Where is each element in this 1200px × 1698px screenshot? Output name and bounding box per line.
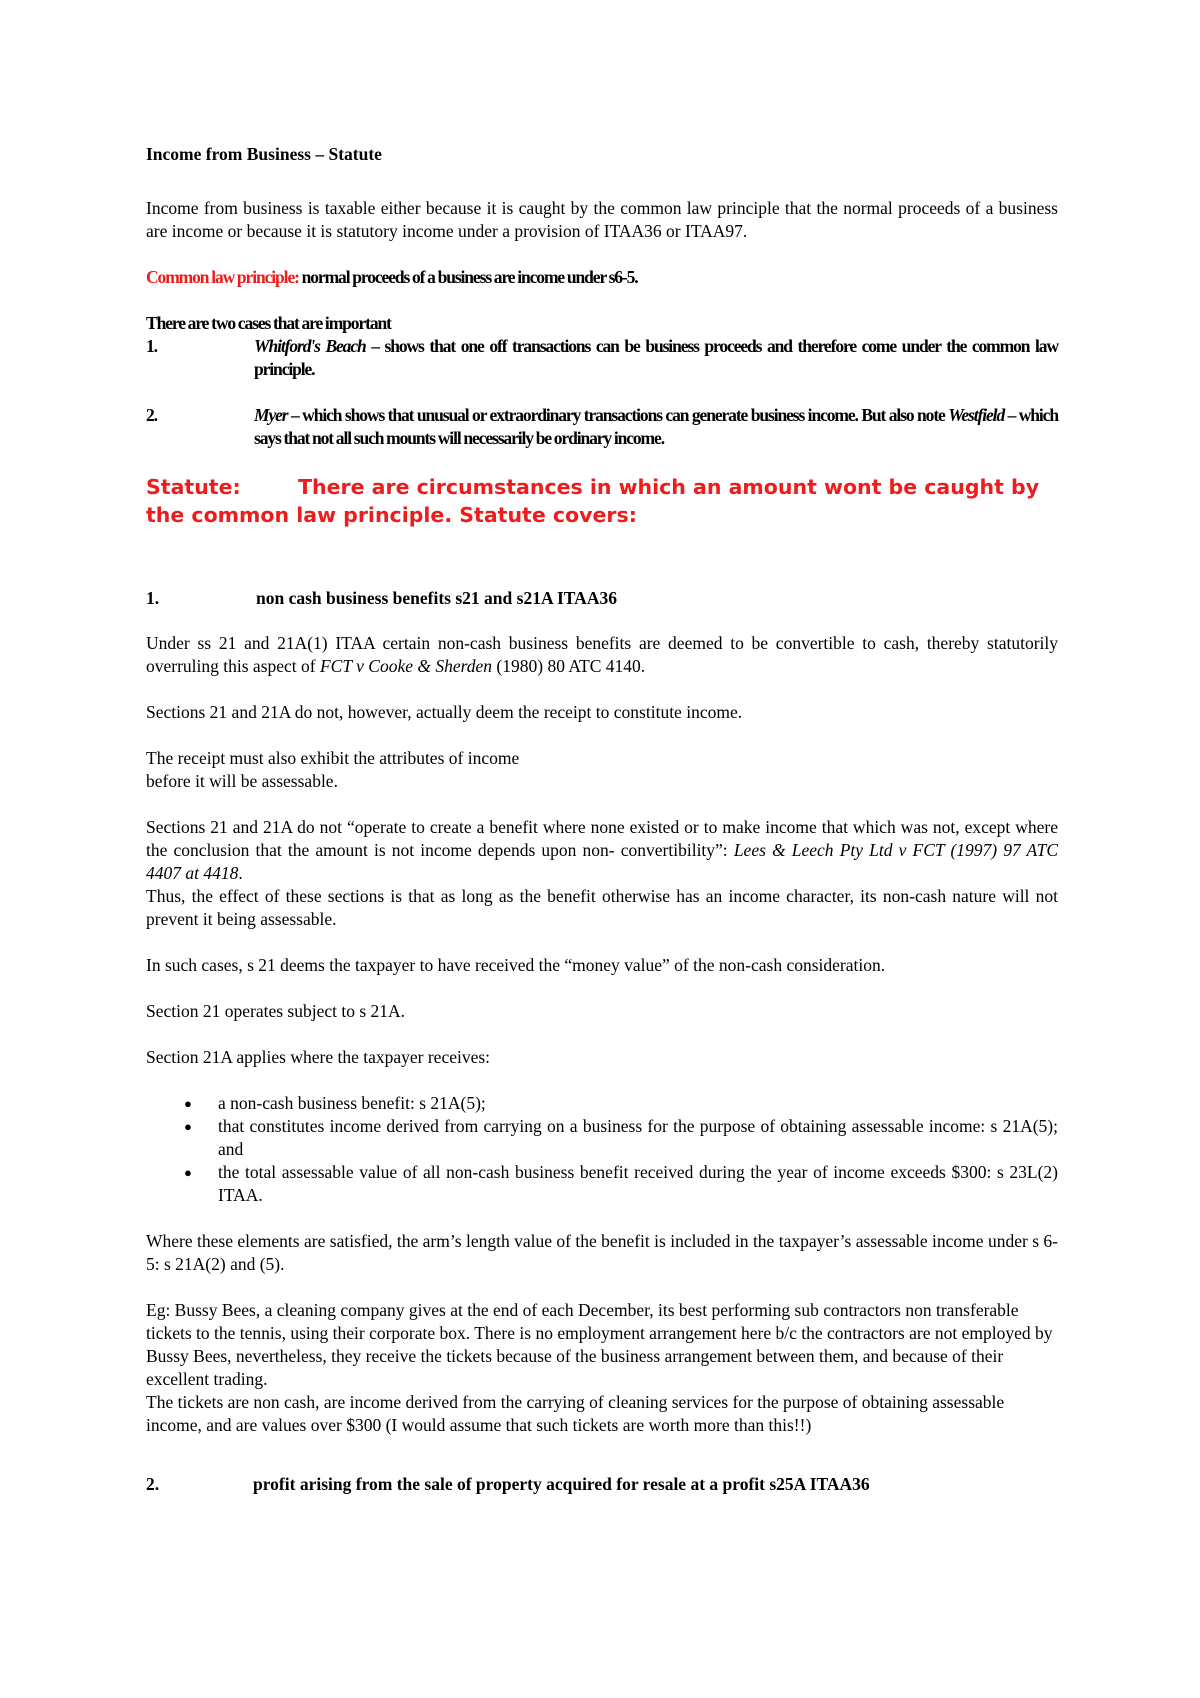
case-name: Whitford's Beach [254,336,366,356]
case-item-2 [146,404,1058,450]
intro-paragraph: Income from business is taxable either because it is caught by the common law principle that the normal proceeds of a business are income or because it is statutory income under a provision of ITAA36 or ITAA97. [146,198,1058,241]
case-number: 1. [146,336,157,356]
list-item [146,1092,1058,1115]
list-item [146,1161,1058,1207]
section-title: non cash business benefits s21 and s21A ITAA36 [256,588,617,608]
section-1-heading [146,587,1058,610]
statute-heading [146,473,1058,529]
list-item-text: a non-cash business benefit: s 21A(5); [218,1093,486,1113]
common-law-paragraph [146,266,1058,289]
cases-section [146,312,1058,450]
case-text [254,404,1058,450]
case-text [254,335,1058,381]
case-description: – which shows that unusual or extraordinary transactions can generate business income. But also note [287,405,949,425]
common-law-label: Common law principle: [146,267,299,287]
case-description: – shows that one off transactions can be business proceeds and therefore come under the common law principle. [254,336,1058,379]
section-1-paragraph-6: In such cases, s 21 deems the taxpayer to have received the “money value” of the non-cash consideration. [146,955,886,975]
bullet-icon: ● [184,1165,192,1180]
section-1-paragraph-7: Section 21 operates subject to s 21A. [146,1001,406,1021]
cases-intro: There are two cases that are important [146,313,391,333]
paragraph-text-end: (1980) 80 ATC 4140. [492,656,646,676]
section-number: 2. [146,1474,160,1494]
case-item-1 [146,335,1058,381]
paragraph-text: Under ss 21 and 21A(1) ITAA certain non-cash business benefits are deemed to be convertible to cash, thereby statutorily overruling this aspect of [146,633,1058,676]
conditions-list [146,1092,1058,1207]
bullet-icon: ● [184,1096,192,1111]
section-1-paragraph-9: Where these elements are satisfied, the arm’s length value of the benefit is included in the taxpayer’s assessable income under s 6-5: s 21A(2) and (5). [146,1231,1058,1274]
section-1-paragraph-8: Section 21A applies where the taxpayer receives: [146,1047,491,1067]
section-1-paragraph-4 [146,816,1058,885]
document-body [146,143,1058,1518]
section-number: 1. [146,588,160,608]
case-name: Myer [254,405,288,425]
section-1-paragraph-3-line-2: before it will be assessable. [146,771,338,791]
section-1-paragraph-3-line-1: The receipt must also exhibit the attributes of income [146,748,520,768]
document-title: Income from Business – Statute [146,144,382,164]
section-1-paragraph-2: Sections 21 and 21A do not, however, actually deem the receipt to constitute income. [146,702,743,722]
case-citation: Lees & Leech Pty Ltd v FCT (1997) 97 ATC 4407 at 4418 [146,840,1058,883]
section-1-paragraph-5: Thus, the effect of these sections is that as long as the benefit otherwise has an income character, its non-cash nature will not prevent it being assessable. [146,886,1058,929]
paragraph-text-end: . [238,863,243,883]
common-law-text: normal proceeds of a business are income under s6-5. [298,267,638,287]
statute-text: There are circumstances in which an amount wont be caught by the common law principle. Statute covers: [146,475,1040,527]
bullet-icon: ● [184,1119,192,1134]
section-title: profit arising from the sale of property acquired for resale at a profit s25A ITAA36 [253,1474,870,1494]
statute-label: Statute: [146,475,241,499]
paragraph-text: Sections 21 and 21A do not “operate to create a benefit where none existed or to make income that which was not, except where the conclusion that the amount is not income depends upon non- convertibility”: [146,817,1058,860]
list-item-text: the total assessable value of all non-cash business benefit received during the year of income exceeds $300: s 23L(2) ITAA. [218,1162,1058,1205]
example-paragraph-2: The tickets are non cash, are income derived from the carrying of cleaning services for the purpose of obtaining assessable income, and are values over $300 (I would assume that such tickets are worth more than this!!) [146,1392,1005,1435]
case-description-2: – which says that not all such mounts will necessarily be ordinary income. [254,405,1058,448]
list-item [146,1115,1058,1161]
list-item-text: that constitutes income derived from carrying on a business for the purpose of obtaining assessable income: s 21A(5); and [218,1116,1058,1159]
case-name-2: Westfield [948,405,1005,425]
example-paragraph-1: Eg: Bussy Bees, a cleaning company gives at the end of each December, its best performing sub contractors non transferable tickets to the tennis, using their corporate box. There is no employment arrangement here b/c the contractors are not employed by Bussy Bees, nevertheless, they receive the tickets because of the business arrangement between them, and because of their excellent trading. [146,1300,1053,1389]
section-1-paragraph-1 [146,632,1058,678]
case-number: 2. [146,405,157,425]
case-citation: FCT v Cooke & Sherden [319,656,493,676]
section-2-heading [146,1473,1058,1496]
